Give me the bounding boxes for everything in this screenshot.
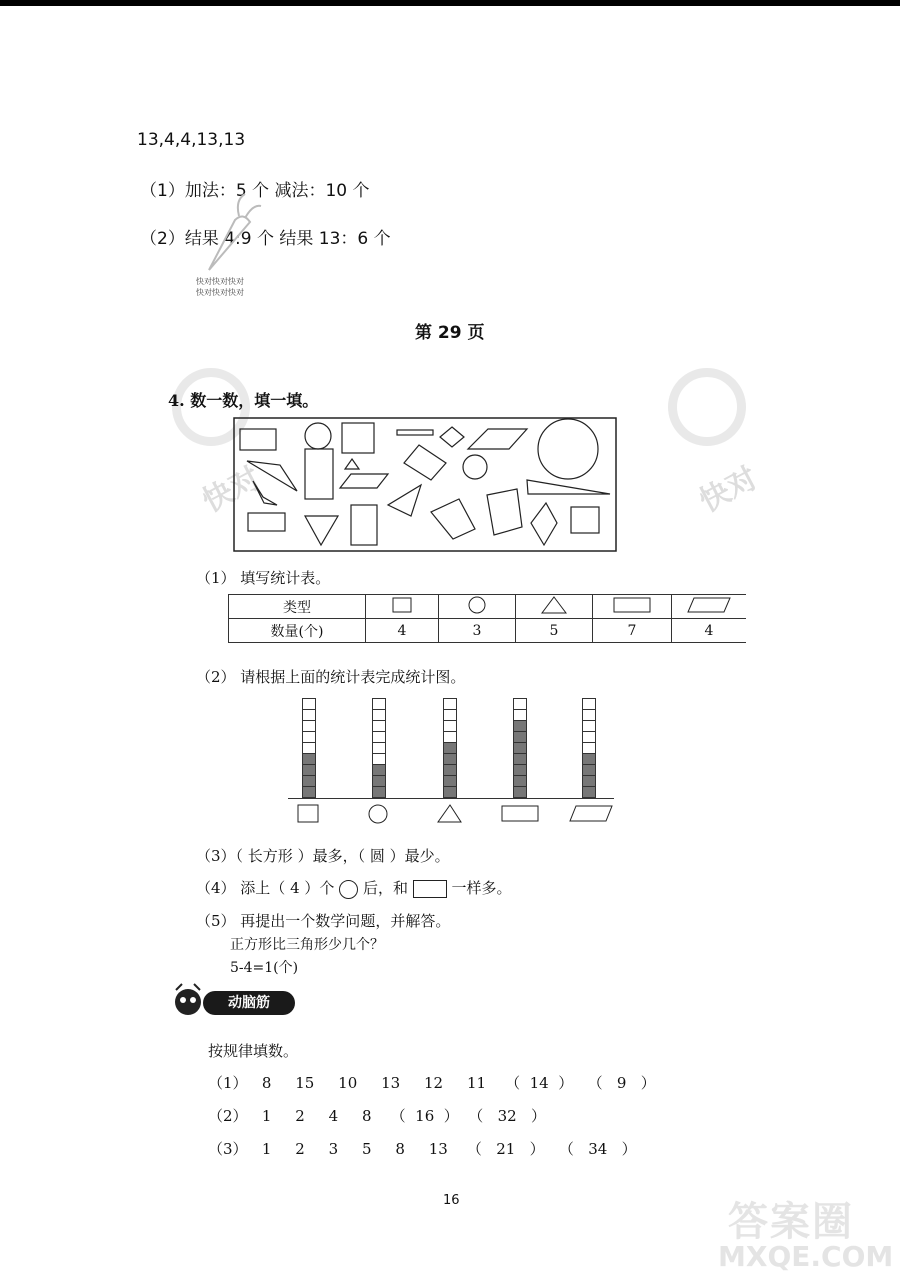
circle-shape [538, 419, 598, 479]
parallelogram-shape [253, 481, 277, 505]
q4-suffix: 一样多。 [451, 879, 512, 897]
rectangle-shape [487, 489, 522, 535]
q5-answer: 5-4=1(个) [230, 960, 299, 976]
bar-cell-empty [444, 699, 456, 710]
bar-cell-empty [583, 710, 595, 721]
bar-column [582, 698, 596, 799]
square-shape [342, 423, 374, 453]
bar-column [513, 698, 527, 799]
corner-watermark-line2: MXQE.COM [718, 1240, 894, 1273]
rectangle-shape [248, 513, 285, 531]
bar-cell-filled [303, 787, 315, 798]
q5-question: 正方形比三角形少几个？ [230, 937, 384, 953]
bar-cell-empty [373, 732, 385, 743]
logo-text: 快对快对快对 快对快对快对 [196, 277, 244, 297]
brain-mascot-icon [168, 980, 208, 1018]
pattern-line-3: （3） 1 2 3 5 8 13 （ 21 ） （ 34 ） [208, 1140, 637, 1158]
section-badge: 动脑筋 [203, 991, 295, 1015]
q4-middle: 后，和 [362, 879, 408, 897]
q4-line [196, 877, 512, 899]
bar-cell-empty [373, 721, 385, 732]
rectangle-shape [305, 449, 333, 499]
bar-column [372, 698, 386, 799]
triangle-shape [305, 516, 338, 545]
rectangle-icon [614, 598, 650, 612]
bar-cell-filled [444, 743, 456, 754]
bar-cell-filled [514, 721, 526, 732]
chart-baseline [288, 798, 614, 799]
parallelogram-icon [570, 806, 612, 821]
parallelogram-shape [531, 503, 557, 545]
answer-line-1: 13,4,4,13,13 [137, 130, 246, 150]
triangle-icon [542, 597, 566, 613]
bar-cell-empty [444, 732, 456, 743]
watermark-right: 快对 [693, 460, 764, 520]
table-shape-cell [672, 595, 747, 619]
q3-line: （3）（ 长方形 ）最多，（ 圆 ）最少。 [196, 847, 450, 865]
top-border [0, 0, 900, 6]
bar-cell-filled [373, 776, 385, 787]
bar-column [443, 698, 457, 799]
bar-cell-empty [583, 721, 595, 732]
bar-cell-empty [583, 699, 595, 710]
triangle-shape [345, 459, 359, 469]
q5-label: （5） 再提出一个数学问题，并解答。 [196, 912, 451, 930]
circle-icon [369, 805, 387, 823]
bar-cell-empty [373, 743, 385, 754]
bar-cell-filled [303, 765, 315, 776]
bar-cell-empty [583, 743, 595, 754]
q1-label: （1） 填写统计表。 [196, 569, 331, 587]
bar-cell-filled [514, 776, 526, 787]
bar-cell-filled [303, 754, 315, 765]
watermark-circle-right [668, 368, 746, 446]
bar-cell-empty [303, 699, 315, 710]
table-shape-cell [593, 595, 672, 619]
bar-column [302, 698, 316, 799]
bar-cell-filled [514, 765, 526, 776]
bar-cell-filled [444, 787, 456, 798]
rectangle-shape [351, 505, 377, 545]
bar-cell-filled [583, 776, 595, 787]
shapes-figure [233, 417, 617, 553]
watermark-left: 快对 [196, 460, 267, 520]
bar-cell-empty [514, 699, 526, 710]
bar-cell-filled [444, 776, 456, 787]
page-number: 16 [443, 1193, 460, 1208]
square-shape [571, 507, 599, 533]
bar-cell-filled [583, 765, 595, 776]
bar-cell-filled [514, 754, 526, 765]
table-shape-cell [366, 595, 439, 619]
rectangle-icon [502, 806, 538, 821]
bar-cell-empty [373, 699, 385, 710]
bar-cell-empty [303, 721, 315, 732]
bar-cell-filled [583, 754, 595, 765]
table-shape-cell [516, 595, 593, 619]
square-icon [393, 598, 411, 612]
answer-line-3: （2）结果 4:9 个 结果 13：6 个 [140, 229, 391, 249]
table-header-label: 类型 [229, 595, 366, 619]
answer-line-2: （1）加法：5 个 减法：10 个 [140, 181, 370, 201]
triangle-shape [388, 485, 421, 516]
circle-icon [469, 597, 485, 613]
bar-cell-filled [373, 765, 385, 776]
table-count-cell: 3 [439, 619, 516, 643]
bar-cell-empty [444, 721, 456, 732]
square-icon [298, 805, 318, 822]
triangle-shape [247, 461, 297, 491]
bar-cell-empty [303, 743, 315, 754]
question-title: 4. 数一数，填一填。 [168, 391, 319, 410]
bar-cell-filled [514, 743, 526, 754]
carrot-logo-icon [195, 190, 265, 275]
pattern-line-2: （2） 1 2 4 8 （ 16 ） （ 32 ） [208, 1107, 547, 1125]
bar-cell-empty [373, 710, 385, 721]
circle-shape [305, 423, 331, 449]
page-heading: 第 29 页 [415, 323, 485, 343]
table-count-cell: 5 [516, 619, 593, 643]
table-count-cell: 7 [593, 619, 672, 643]
triangle-icon [438, 805, 461, 822]
pattern-line-1: （1） 8 15 10 13 12 11 （ 14 ） （ 9 ） [208, 1074, 656, 1092]
pattern-title: 按规律填数。 [208, 1042, 299, 1060]
parallelogram-shape [468, 429, 527, 449]
bar-cell-filled [444, 754, 456, 765]
table-count-label: 数量(个) [229, 619, 366, 643]
chart-shape-labels [290, 803, 620, 825]
bar-cell-filled [303, 776, 315, 787]
table-row [229, 595, 747, 619]
corner-watermark-line1: 答案圈 [728, 1199, 854, 1245]
bar-cell-empty [514, 710, 526, 721]
bar-cell-filled [514, 787, 526, 798]
bar-cell-empty [444, 710, 456, 721]
square-shape [440, 427, 464, 447]
q2-label: （2） 请根据上面的统计表完成统计图。 [196, 668, 466, 686]
circle-shape [463, 455, 487, 479]
table-row [229, 619, 747, 643]
bar-cell-filled [583, 787, 595, 798]
rectangle-icon [413, 880, 447, 898]
parallelogram-shape [340, 474, 388, 488]
bar-cell-empty [373, 754, 385, 765]
rectangle-shape [404, 445, 446, 480]
triangle-shape [527, 480, 610, 494]
rectangle-shape [397, 430, 433, 435]
parallelogram-icon [688, 598, 730, 612]
square-shape [431, 499, 475, 539]
bar-cell-filled [373, 787, 385, 798]
table-count-cell: 4 [366, 619, 439, 643]
bar-cell-filled [514, 732, 526, 743]
stat-table [228, 594, 746, 643]
q4-prefix: （4） 添上（ 4 ）个 [196, 879, 335, 897]
bar-cell-empty [583, 732, 595, 743]
bar-cell-empty [303, 732, 315, 743]
table-shape-cell [439, 595, 516, 619]
table-count-cell: 4 [672, 619, 747, 643]
bar-cell-empty [303, 710, 315, 721]
rectangle-shape [240, 429, 276, 450]
bar-cell-filled [444, 765, 456, 776]
circle-icon [339, 880, 358, 899]
